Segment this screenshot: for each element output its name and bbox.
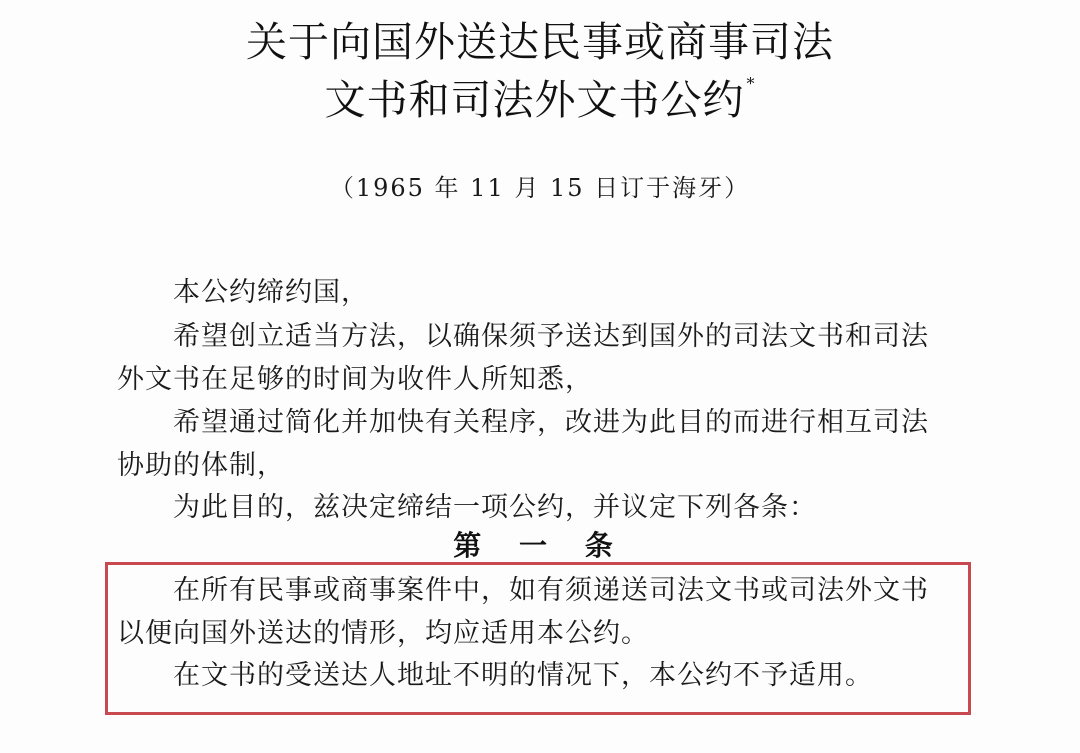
article-1-line-1: 在所有民事或商事案件中，如有须递送司法文书或司法外文书 — [173, 575, 929, 606]
article-1-line-2: 以便向国外送达的情形，均应适用本公约。 — [117, 618, 649, 649]
document-date-line: （1965 年 11 月 15 日订于海牙） — [329, 174, 751, 202]
preamble-line-4: 希望通过简化并加快有关程序，改进为此目的而进行相互司法 — [173, 407, 929, 438]
preamble-line-2: 希望创立适当方法，以确保须予送达到国外的司法文书和司法 — [173, 321, 929, 352]
document-title-line-1: 关于向国外送达民事或商事司法 — [246, 18, 834, 66]
document-title-text: 文书和司法外文书公约 — [324, 76, 745, 124]
article-1-line-3: 在文书的受送达人地址不明的情况下，本公约不予适用。 — [173, 660, 873, 691]
preamble-line-6: 为此目的，兹决定缔结一项公约，并议定下列各条： — [173, 492, 817, 523]
document-title-line-2 — [0, 74, 1080, 124]
article-1-heading: 第 一 条 — [453, 529, 627, 562]
preamble-line-3: 外文书在足够的时间为收件人所知悉， — [117, 364, 593, 395]
preamble-line-5: 协助的体制， — [117, 450, 285, 481]
title-footnote-mark: * — [746, 74, 756, 93]
preamble-line-1: 本公约缔约国， — [173, 277, 369, 308]
